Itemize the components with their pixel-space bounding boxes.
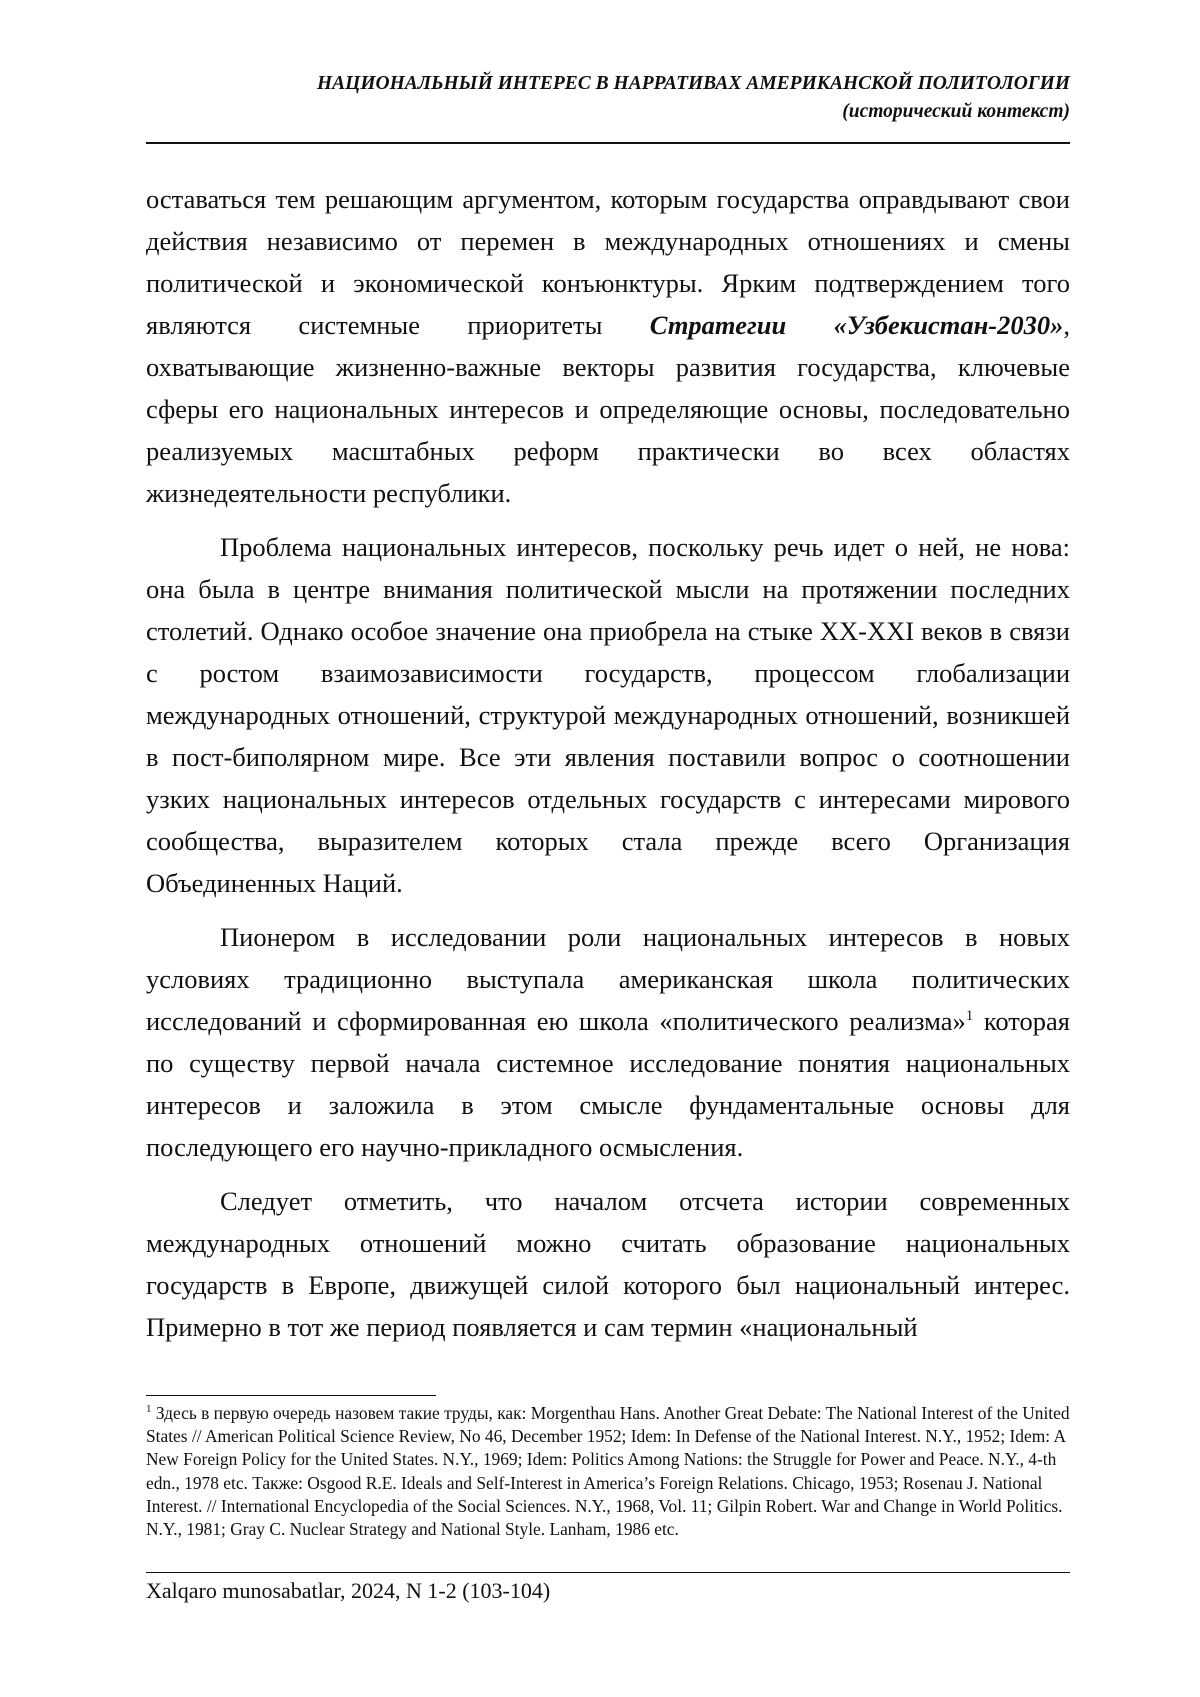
paragraph-1-text-b: , охватывающие жизненно-важные векторы развития государства, ключевые сферы его национальных интересов и определяющие основы, последовательно реализуемых масштабных реформ практически во всех областях жизнедеятельности республики.	[146, 310, 1070, 508]
body-text	[146, 178, 1070, 1360]
footnote-rule	[146, 1395, 436, 1396]
paragraph-4: Следует отметить, что началом отсчета истории современных международных отношений можно считать образование национальных государств в Европе, движущей силой которого был национальный интерес. Примерно в тот же период появляется и сам термин «национальный	[146, 1186, 1070, 1342]
paragraph-3-text-a: Пионером в исследовании роли национальных интересов в новых условиях традиционно выступала американская школа политических исследований и сформированная ею школа «политического реализма»	[146, 922, 1070, 1036]
paragraph-3-text-b: которая по существу первой начала системное исследование понятия национальных интересов и заложила в этом смысле фундаментальные основы для последующего его научно-прикладного осмысления.	[146, 1006, 1070, 1162]
paragraph-1	[146, 178, 1070, 514]
strategy-title: Стратегии «Узбекистан-2030»	[649, 310, 1064, 340]
footnote	[146, 1402, 1070, 1541]
header-title: НАЦИОНАЛЬНЫЙ ИНТЕРЕС В НАРРАТИВАХ АМЕРИКАНСКОЙ ПОЛИТОЛОГИИ	[317, 73, 1070, 94]
footnote-mark: 1	[146, 1403, 152, 1416]
running-header	[146, 70, 1070, 126]
paragraph-1-text-a: оставаться тем решающим аргументом, которым государства оправдывают свои действия независимо от перемен в международных отношениях и смены политической и экономической конъюнктуры. Ярким подтверждением того являются системные приоритеты	[146, 184, 1070, 340]
header-rule	[146, 142, 1070, 144]
header-subtitle: (исторический контекст)	[842, 101, 1070, 122]
paragraph-3	[146, 916, 1070, 1168]
paragraph-2: Проблема национальных интересов, поскольку речь идет о ней, не нова: она была в центре внимания политической мысли на протяжении последних столетий. Однако особое значение она приобрела на стыке XX-XXI веков в связи с ростом взаимозависимости государств, процессом глобализации международных отношений, структурой международных отношений, возникшей в пост-биполярном мире. Все эти явления поставили вопрос о соотношении узких национальных интересов отдельных государств с интересами мирового сообщества, выразителем которых стала прежде всего Организация Объединенных Наций.	[146, 532, 1070, 898]
footer-rule	[146, 1572, 1070, 1573]
footnote-reference[interactable]: 1	[965, 1008, 974, 1025]
journal-footer: Xalqaro munosabatlar, 2024, N 1-2 (103-104)	[146, 1578, 551, 1603]
footnote-text: Здесь в первую очередь назовем такие труды, как: Morgenthau Hans. Another Great Debate: The National Interest of the United States // American Political Science Review, No 46, December 1952; Idem: In Defense of the National Interest. N.Y., 1952; Idem: A New Foreign Policy for the United States. N.Y., 1969; Idem: Politics Among Nations: the Struggle for Power and Peace. N.Y., 4-th edn., 1978 etc. Также: Osgood R.E. Ideals and Self-Interest in America’s Foreign Relations. Chicago, 1953; Rosenau J. National Interest. // International Encyclopedia of the Social Sciences. N.Y., 1968, Vol. 11; Gilpin Robert. War and Change in World Politics. N.Y., 1981; Gray C. Nuclear Strategy and National Style. Lanham, 1986 etc.	[146, 1403, 1070, 1540]
